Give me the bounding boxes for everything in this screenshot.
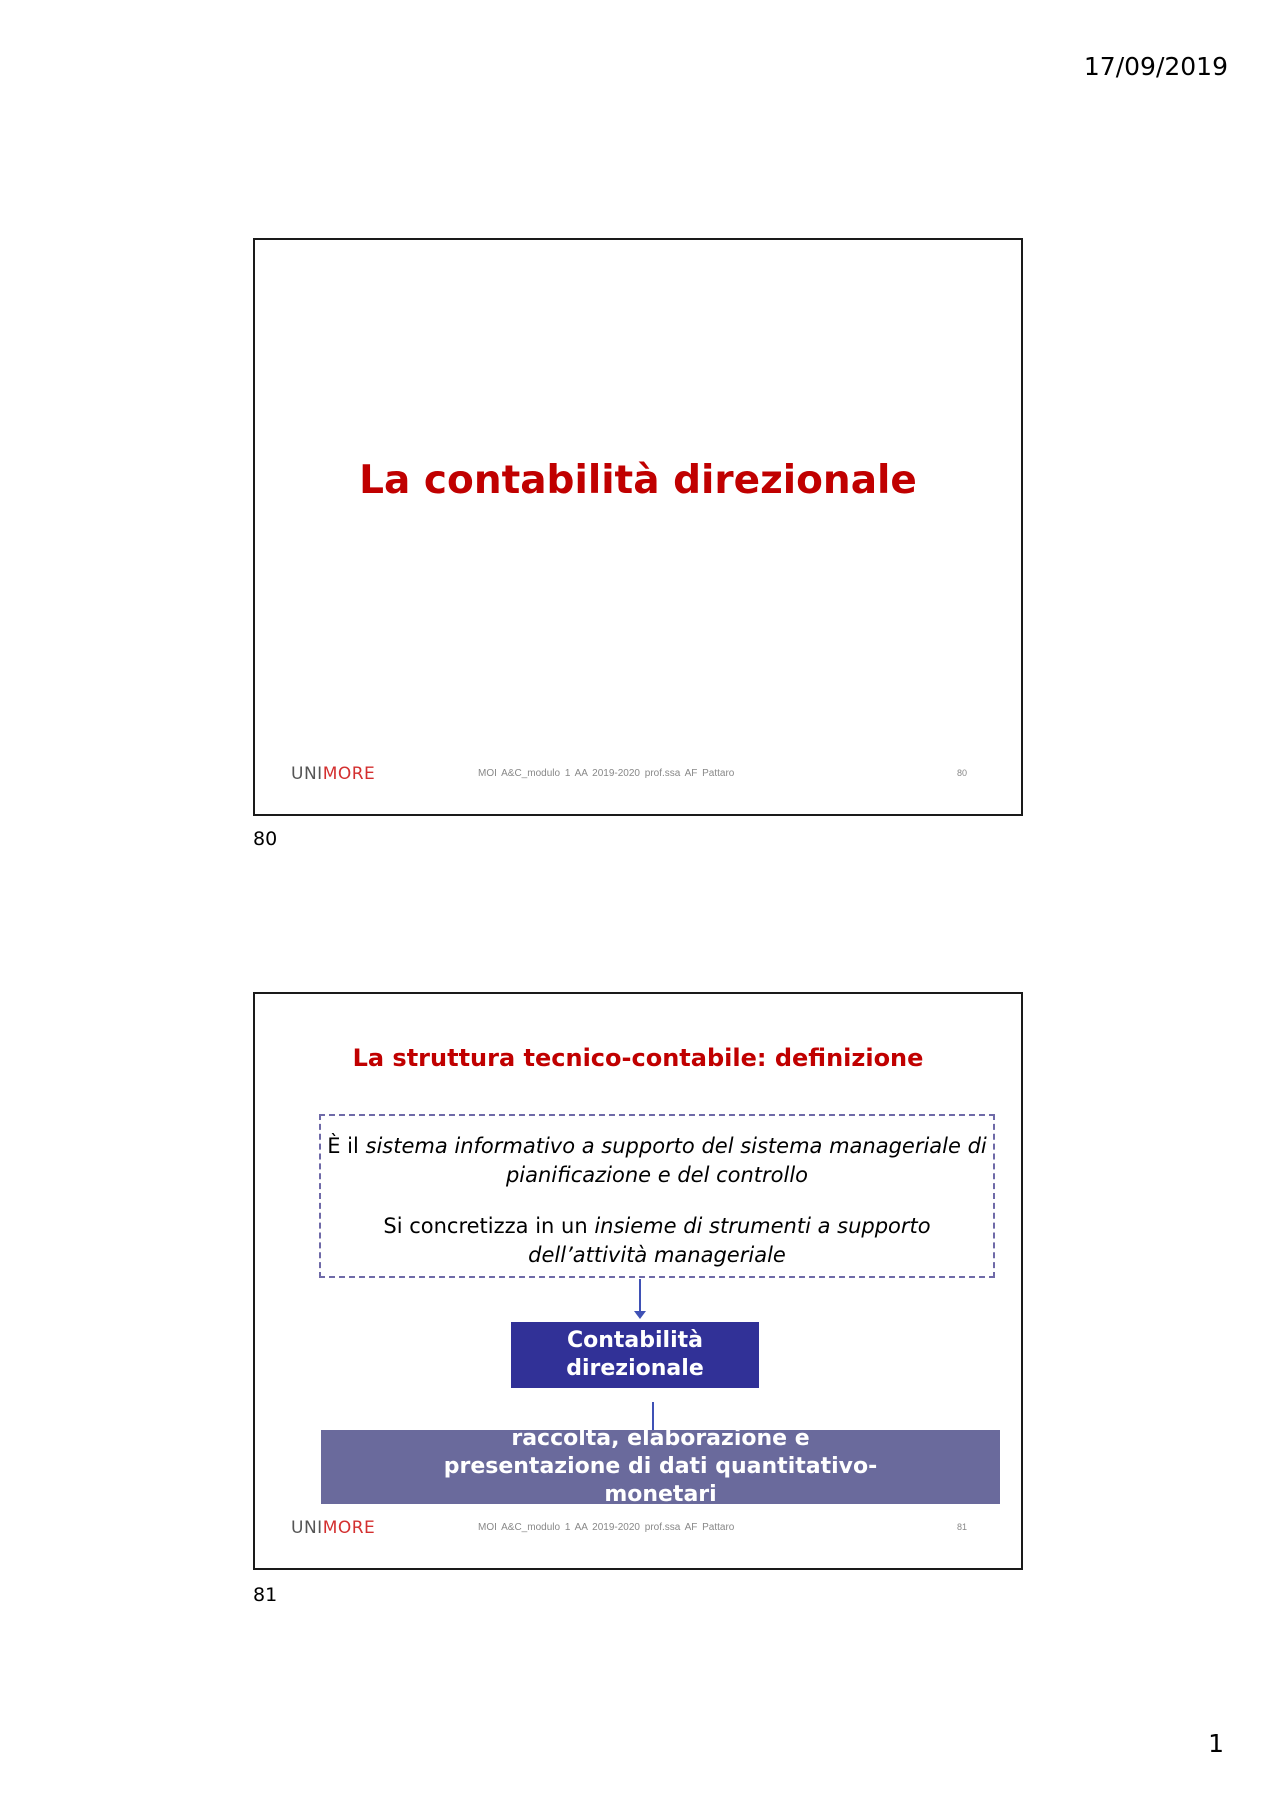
slide-81 <box>253 992 1023 1570</box>
footer-slide-number: 81 <box>956 1522 967 1532</box>
slide-80 <box>253 238 1023 816</box>
arrow-down-icon <box>639 1279 641 1317</box>
slide-title: La struttura tecnico-contabile: definizione <box>352 1044 924 1072</box>
page-number: 1 <box>1208 1729 1224 1758</box>
slide-title: La contabilità direzionale <box>359 458 917 503</box>
footer-text: MOI A&C_modulo 1 AA 2019-2020 prof.ssa AF Pattaro <box>478 1522 735 1533</box>
slide-caption-81: 81 <box>253 1584 278 1606</box>
definition-line-1: È il sistema informativo a supporto del sistema manageriale di pianificazione e del controllo <box>327 1134 987 1187</box>
page-date: 17/09/2019 <box>1083 52 1228 81</box>
contabilita-direzionale-box: Contabilità direzionale <box>511 1322 759 1388</box>
slide-footer <box>255 1518 1021 1542</box>
slide-caption-80: 80 <box>253 828 278 850</box>
footer-slide-number: 80 <box>956 768 967 778</box>
footer-text: MOI A&C_modulo 1 AA 2019-2020 prof.ssa AF Pattaro <box>478 768 735 779</box>
raccolta-dati-box: raccolta, elaborazione e presentazione di dati quantitativo-monetari <box>321 1430 1000 1504</box>
definition-box <box>319 1114 995 1278</box>
unimore-logo: UNIMORE <box>291 1518 376 1538</box>
slide-footer <box>255 764 1021 788</box>
definition-line-2: Si concretizza in un insieme di strumenti a supporto dell’attività manageriale <box>383 1214 931 1267</box>
unimore-logo: UNIMORE <box>291 764 376 784</box>
